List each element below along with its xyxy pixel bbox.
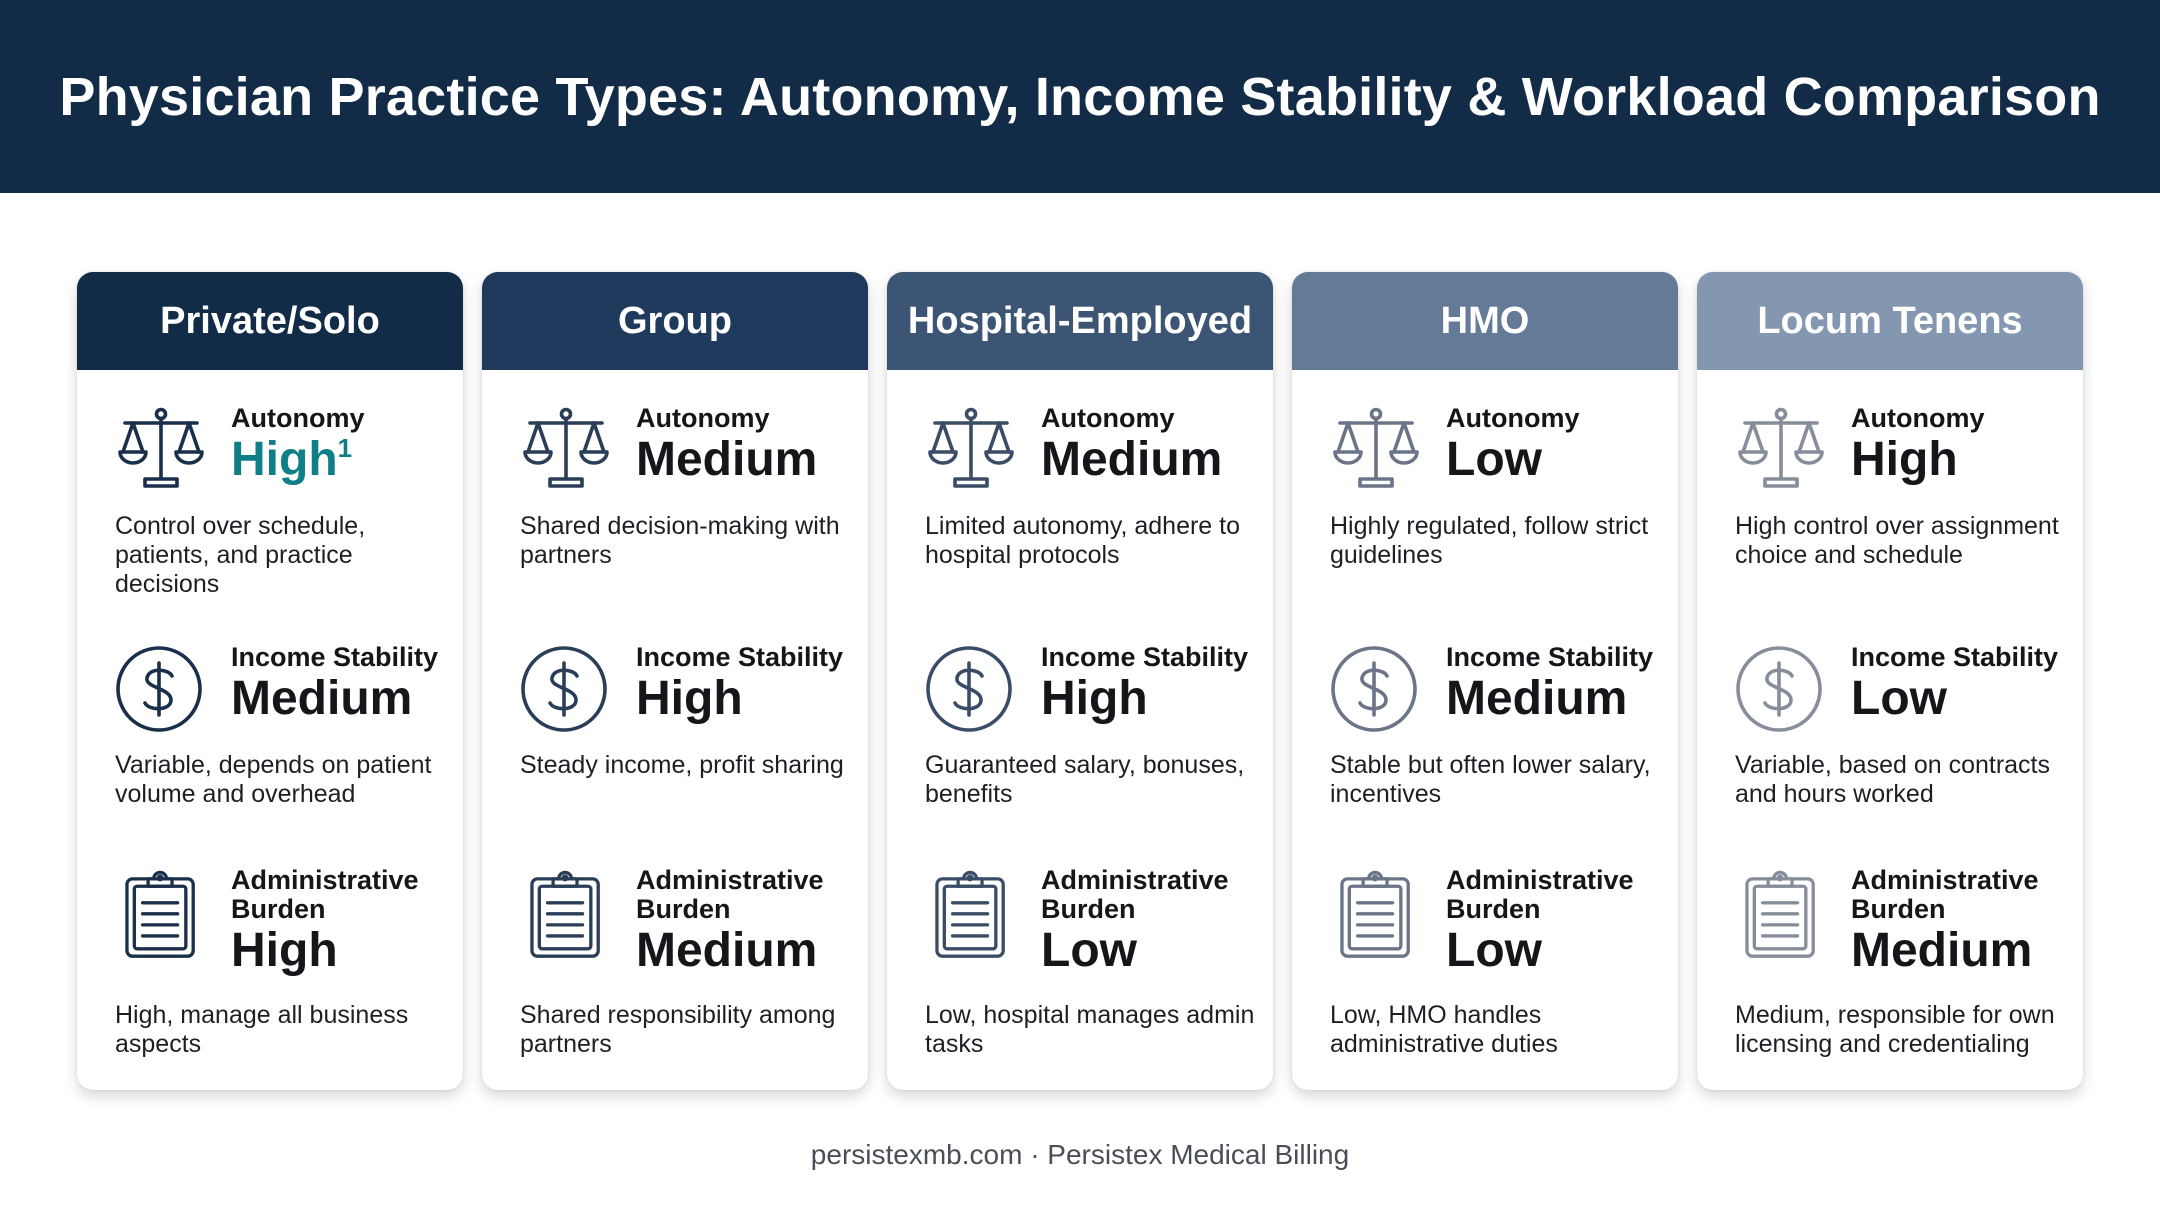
dollar-circle-icon <box>520 643 612 735</box>
income-stability-value: Low <box>1851 672 1947 725</box>
income-stability-description: Guaranteed salary, bonuses, benefits <box>925 751 1245 808</box>
autonomy-description: High control over assignment choice and schedule <box>1735 512 2059 569</box>
autonomy-label: Autonomy <box>231 403 365 433</box>
administrative-burden-label: Administrative Burden <box>1446 865 1634 924</box>
autonomy-label: Autonomy <box>1041 403 1175 433</box>
footnote-marker: 1 <box>337 433 353 463</box>
card-title: Group <box>618 299 732 342</box>
dollar-circle-icon <box>925 643 1017 735</box>
autonomy-label: Autonomy <box>1851 403 1985 433</box>
administrative-burden-label: Administrative Burden <box>1851 865 2039 924</box>
dollar-circle-icon <box>1330 643 1422 735</box>
autonomy-label: Autonomy <box>1446 403 1580 433</box>
autonomy-label: Autonomy <box>636 403 770 433</box>
income-stability-description: Stable but often lower salary, incentives <box>1330 751 1651 808</box>
clipboard-icon <box>1330 866 1422 958</box>
balance-scale-icon <box>1735 404 1827 496</box>
administrative-burden-description: Medium, responsible for own licensing and credentialing <box>1735 1001 2055 1058</box>
balance-scale-icon <box>925 404 1017 496</box>
balance-scale-icon <box>115 404 207 496</box>
administrative-burden-value: Low <box>1041 924 1137 977</box>
autonomy-description: Shared decision-making with partners <box>520 512 840 569</box>
practice-card <box>887 272 1273 1090</box>
autonomy-value: Medium <box>636 433 818 486</box>
administrative-burden-description: Low, HMO handles administrative duties <box>1330 1001 1558 1058</box>
autonomy-description: Control over schedule, patients, and practice decisions <box>115 512 366 598</box>
autonomy-value: High <box>1851 433 1958 486</box>
income-stability-label: Income Stability <box>636 642 844 672</box>
administrative-burden-value: Medium <box>636 924 818 977</box>
card-header <box>1697 272 2083 370</box>
card-title: HMO <box>1440 299 1530 342</box>
card-header <box>482 272 868 370</box>
card-header <box>1292 272 1678 370</box>
balance-scale-icon <box>520 404 612 496</box>
income-stability-label: Income Stability <box>1041 642 1249 672</box>
income-stability-value: Medium <box>1446 672 1628 725</box>
income-stability-description: Variable, based on contracts and hours worked <box>1735 751 2051 808</box>
income-stability-description: Steady income, profit sharing <box>520 751 844 779</box>
administrative-burden-label: Administrative Burden <box>1041 865 1229 924</box>
card-header <box>887 272 1273 370</box>
income-stability-value: Medium <box>231 672 413 725</box>
practice-card <box>1697 272 2083 1090</box>
page-title: Physician Practice Types: Autonomy, Income Stability & Workload Comparison <box>59 66 2101 127</box>
dollar-circle-icon <box>1735 643 1827 735</box>
administrative-burden-description: Low, hospital manages admin tasks <box>925 1001 1255 1058</box>
administrative-burden-description: Shared responsibility among partners <box>520 1001 836 1058</box>
clipboard-icon <box>925 866 1017 958</box>
administrative-burden-description: High, manage all business aspects <box>115 1001 409 1058</box>
autonomy-description: Limited autonomy, adhere to hospital protocols <box>925 512 1241 569</box>
card-title: Locum Tenens <box>1757 299 2023 342</box>
administrative-burden-value: Low <box>1446 924 1542 977</box>
administrative-burden-value: High <box>231 924 338 977</box>
income-stability-label: Income Stability <box>1851 642 2059 672</box>
income-stability-value: High <box>1041 672 1148 725</box>
income-stability-label: Income Stability <box>1446 642 1654 672</box>
card-title: Hospital-Employed <box>907 299 1253 342</box>
practice-card <box>482 272 868 1090</box>
income-stability-value: High <box>636 672 743 725</box>
dollar-circle-icon <box>115 643 207 735</box>
autonomy-value: Medium <box>1041 433 1223 486</box>
practice-card <box>1292 272 1678 1090</box>
practice-cards <box>0 272 2160 1090</box>
income-stability-description: Variable, depends on patient volume and overhead <box>115 751 432 808</box>
administrative-burden-value: Medium <box>1851 924 2033 977</box>
administrative-burden-label: Administrative Burden <box>231 865 419 924</box>
autonomy-description: Highly regulated, follow strict guidelines <box>1330 512 1649 569</box>
footer-credit: persistexmb.com · Persistex Medical Billing <box>810 1139 1350 1170</box>
income-stability-label: Income Stability <box>231 642 439 672</box>
autonomy-value: Low <box>1446 433 1542 486</box>
clipboard-icon <box>115 866 207 958</box>
card-title: Private/Solo <box>160 299 380 342</box>
clipboard-icon <box>520 866 612 958</box>
clipboard-icon <box>1735 866 1827 958</box>
administrative-burden-label: Administrative Burden <box>636 865 824 924</box>
autonomy-value: High$^1$ <box>231 433 353 486</box>
card-header <box>77 272 463 370</box>
page-header <box>0 0 2160 193</box>
balance-scale-icon <box>1330 404 1422 496</box>
practice-card <box>77 272 463 1090</box>
